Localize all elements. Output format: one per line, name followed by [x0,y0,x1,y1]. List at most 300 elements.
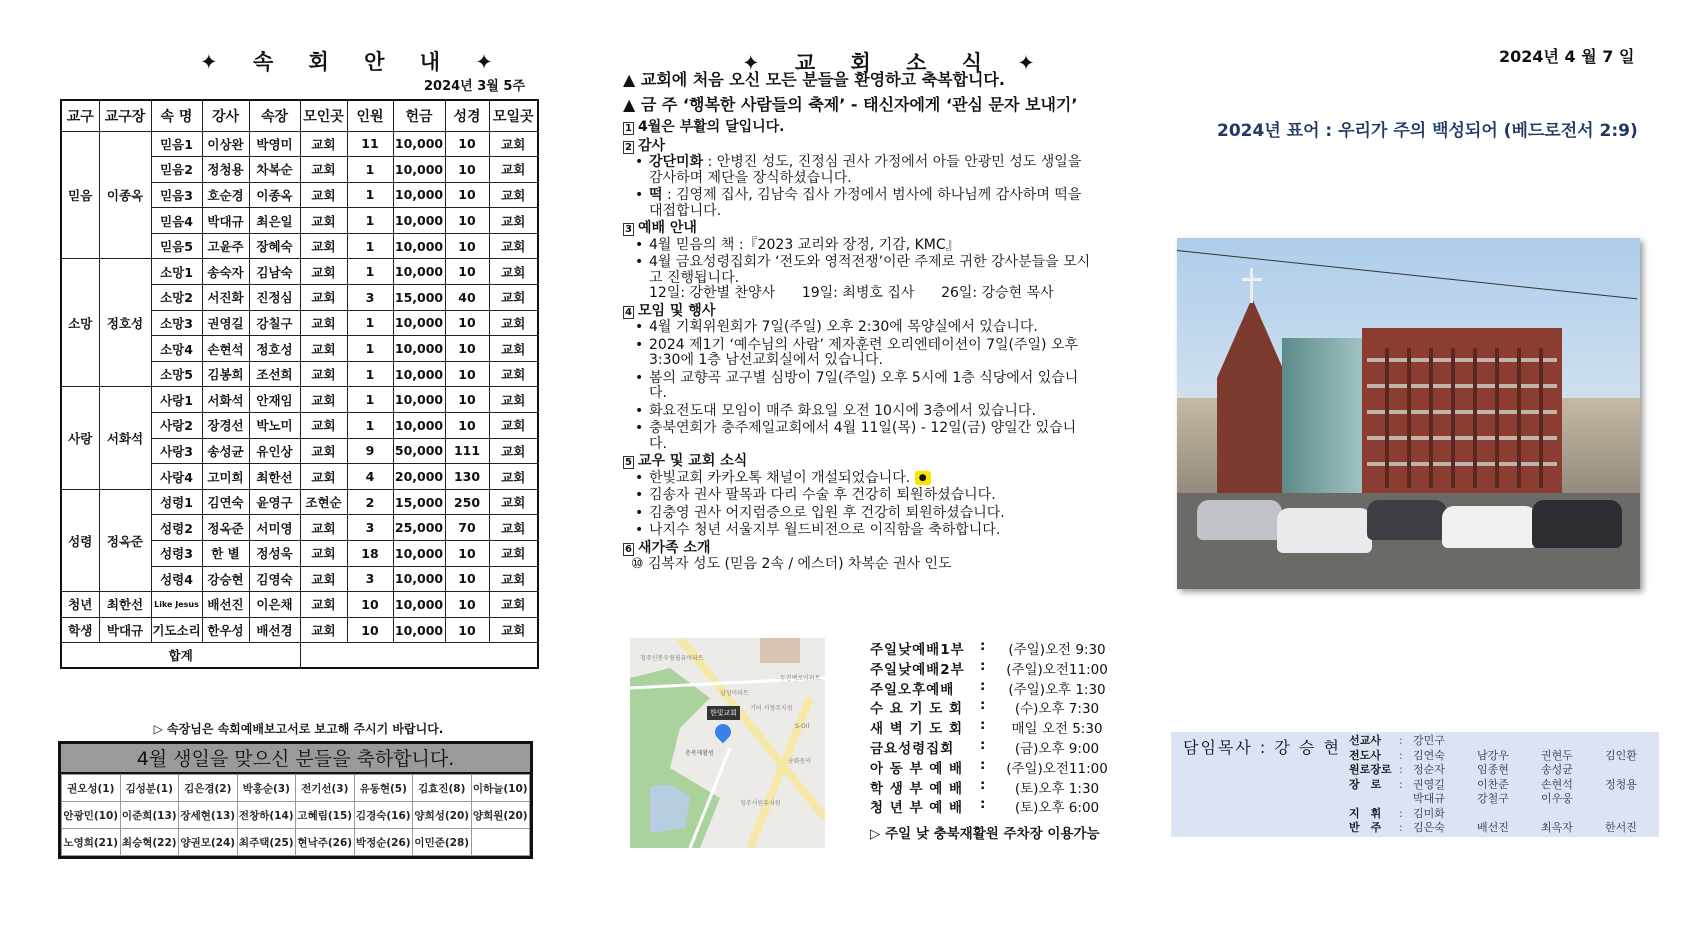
table-cell: 이상완 [202,131,249,157]
table-cell: 9 [347,438,393,464]
table-cell: 10 [445,566,489,592]
table-cell: 10 [445,157,489,183]
table-cell: 교회 [489,336,538,362]
separator: : [1399,777,1403,791]
separator [1399,792,1413,807]
staff-row [1349,807,1669,822]
table-cell: 교회 [489,566,538,592]
speaker: 26일: 강승현 목사 [941,285,1054,301]
schedule-row [870,717,1112,737]
staff-name: 송성균 [1541,763,1573,776]
separator: : [980,756,986,773]
staff-name: 김인환 [1605,748,1637,762]
table-cell: 10 [445,233,489,259]
table-cell: 교회 [489,208,538,234]
table-cell: 1 [347,259,393,285]
section-member-news: 5 교우 및 교회 소식 [625,453,748,469]
table-cell: 강칠구 [249,310,300,336]
table-cell: 사랑4 [151,464,202,490]
column-header: 강사 [202,100,249,131]
table-cell: 손현석 [202,336,249,362]
table-cell: 10,000 [393,208,445,234]
table-cell: 믿음1 [151,131,202,157]
table-cell: 교회 [300,157,347,183]
birthday-row [62,802,530,829]
table-cell: 진정심 [249,285,300,311]
separator: : [1399,734,1403,747]
section-title-cell-groups: ✦ 속 회 안 내 ✦ [200,50,507,74]
car [1197,500,1282,540]
table-cell: 1 [347,387,393,413]
table-cell: 10 [445,131,489,157]
service-time: (주일)오전11:00 [1006,661,1108,678]
birthday-name: 박홍순(3) [237,775,296,802]
church-news [623,70,1093,573]
district-name: 소망 [61,259,99,387]
table-cell: 3 [347,515,393,541]
separator: : [980,638,986,654]
table-cell: 소망4 [151,336,202,362]
worship-item: • 4월 믿음의 책 :『2023 교리와 장정, 기감, KMC』 [635,238,1093,254]
table-cell: 교회 [300,182,347,208]
table-cell: 교회 [300,464,347,490]
district-name: 학생 [61,617,99,643]
table-cell: 3 [347,566,393,592]
staff-role [1349,792,1399,807]
separator: : [1399,806,1403,820]
table-cell: 한우성 [202,617,249,643]
district-leader: 박대규 [99,617,151,643]
table-cell: 성령4 [151,566,202,592]
service-time: (주일)오전 9:30 [1008,642,1106,658]
column-header: 모일곳 [489,100,538,131]
power-line [1177,248,1637,299]
bulletin-date: 2024년 4 월 7 일 [1499,47,1635,66]
table-cell: 사랑1 [151,387,202,413]
table-cell: 교회 [489,617,538,643]
table-cell: 유인상 [249,438,300,464]
separator: : [1399,763,1403,776]
church-building-photo [1177,238,1640,589]
table-cell: 10 [445,310,489,336]
table-cell: 10 [445,617,489,643]
table-cell: 10 [347,617,393,643]
staff-name: 최옥자 [1541,821,1573,834]
table-cell: 10 [445,208,489,234]
birthday-name: 최주택(25) [237,829,296,856]
staff-role: 전도사 [1349,748,1381,762]
table-cell: 교회 [300,592,347,618]
table-cell: 교회 [300,259,347,285]
section-easter: 1 4월은 부활의 달입니다. [625,119,785,135]
table-cell: 교회 [489,438,538,464]
table-cell: 윤영구 [249,489,300,515]
table-cell: 교회 [300,285,347,311]
table-cell: 1 [347,336,393,362]
table-cell: 교회 [489,131,538,157]
table-cell: 믿음5 [151,233,202,259]
staff-name: 정순자 [1413,763,1445,776]
table-cell: 130 [445,464,489,490]
separator: : [1399,748,1403,762]
separator: : [1399,821,1403,834]
service-name: 주일낮예배1부 [870,642,965,658]
table-cell: 교회 [489,489,538,515]
table-cell: 교회 [300,361,347,387]
birthday-name: 유동현(5) [354,775,413,802]
staff-name: 정청용 [1605,777,1637,791]
table-cell: 정청용 [202,157,249,183]
staff-name: 김연숙 [1413,748,1445,762]
birthday-name: 김은경(2) [179,775,238,802]
worship-item: • 4월 금요성령집회가 ‘전도와 영적전쟁’이란 주제로 귀한 강사분들을 모시고 진행됩니다. 12일: 강한별 찬양사 19일: 최병호 집사 26일: 강승현 목사 [635,255,1093,302]
staff-name: 박대규 [1413,792,1445,805]
schedule-row [870,697,1112,717]
table-cell: 교회 [300,310,347,336]
speaker: 19일: 최병호 집사 [801,285,915,301]
table-cell: 1 [347,157,393,183]
table-row [61,387,538,413]
schedule-row [870,796,1112,816]
table-cell: 10 [445,361,489,387]
service-name: 주일낮예배2부 [870,661,965,678]
section-events: 4 모임 및 행사 [625,302,716,319]
service-name: 새 벽 기 도 회 [870,721,964,738]
member-news-item: • 나지수 청년 서울지부 월드비전으로 이직함을 축하합니다. [635,523,1093,539]
birthday-name: 이준희(13) [120,802,179,829]
event-item: • 충북연회가 충주제일교회에서 4월 11일(목) - 12일(금) 양일간 있습니다. [635,421,1093,452]
district-name: 청년 [61,592,99,618]
column-header: 교구 [61,100,99,131]
table-cell: 소망2 [151,285,202,311]
table-cell: 정호성 [249,336,300,362]
column-header: 성경 [445,100,489,131]
table-cell: 교회 [489,592,538,618]
total-row [61,643,538,669]
table-cell: 1 [347,182,393,208]
birthday-title: 4월 생일을 맞으신 분들을 축하합니다. [61,744,530,774]
birthday-name: 김성분(1) [120,775,179,802]
event-item: • 2024 제1기 ‘예수님의 사람’ 제자훈련 오리엔테이션이 7일(주일) 오후 3:30에 1층 남선교회실에서 있습니다. [635,338,1093,369]
separator: : [980,697,986,714]
staff-name: 이우웅 [1541,792,1573,805]
table-cell: 10 [445,387,489,413]
event-item: • 4월 기획위원회가 7일(주일) 오후 2:30에 목양실에서 있습니다. [635,320,1093,336]
birthday-name: 양희성(20) [413,802,472,829]
table-cell: 1 [347,413,393,439]
table-cell: 소망3 [151,310,202,336]
table-cell: 10,000 [393,387,445,413]
table-cell: 성령2 [151,515,202,541]
birthday-name: 박정순(26) [354,829,413,856]
table-cell: 성령1 [151,489,202,515]
service-name: 학 생 부 예 배 [870,780,964,797]
staff-role: 지 휘 [1349,806,1382,820]
birthday-name: 김경숙(16) [354,802,413,829]
birthday-name: 권오성(1) [62,775,121,802]
table-cell: 교회 [300,617,347,643]
table-cell: 11 [347,131,393,157]
staff-name: 이찬준 [1477,777,1509,791]
birthday-name: 이하늘(10) [471,775,530,802]
table-cell: 2 [347,489,393,515]
table-cell: 10,000 [393,617,445,643]
yearly-motto: 2024년 표어 : 우리가 주의 백성되어 (베드로전서 2:9) [1217,121,1638,141]
birthday-row [62,775,530,802]
table-cell: 이종옥 [249,182,300,208]
birthday-box [58,741,533,859]
staff-name: 강철구 [1477,792,1509,805]
service-time: (금)오후 9:00 [1014,740,1100,757]
table-cell: 15,000 [393,285,445,311]
table-cell: 111 [445,438,489,464]
table-cell: 서미영 [249,515,300,541]
service-name: 아 동 부 예 배 [870,760,964,777]
table-cell: 장혜숙 [249,233,300,259]
report-note: ▷ 속장님은 속회예배보고서로 보고해 주시기 바랍니다. [153,722,444,736]
table-cell: 안재임 [249,387,300,413]
table-cell: 사랑3 [151,438,202,464]
service-time: (수)오후 7:30 [1014,701,1100,718]
service-time: (주일)오전11:00 [1006,760,1108,777]
section-new-family: 6 새가족 소개 [625,539,711,556]
senior-pastor: 담임목사 : 강 승 현 [1183,738,1341,757]
service-time: (토)오후 1:30 [1014,780,1100,797]
car [1367,500,1447,540]
district-leader: 서화석 [99,387,151,489]
table-cell: 10,000 [393,157,445,183]
separator: : [980,796,986,813]
table-cell: 조선희 [249,361,300,387]
table-cell: 기도소리 [151,617,202,643]
birthday-name: 전기선(3) [296,775,355,802]
table-cell: 사랑2 [151,413,202,439]
table-cell: 교회 [300,208,347,234]
cell-report-date: 2024년 3월 5주 [424,79,525,94]
member-news-item: • 한빛교회 카카오톡 채널이 개설되었습니다. ● [635,471,1093,487]
table-cell: 1 [347,208,393,234]
staff-row [1349,821,1669,836]
birthday-name: 이민준(28) [413,829,472,856]
table-cell: 한 별 [202,541,249,567]
map-graphic [630,638,825,848]
table-row [61,617,538,643]
column-header: 헌금 [393,100,445,131]
table-cell: 김연숙 [202,489,249,515]
service-name: 주일오후예배 [870,681,955,698]
table-cell: 교회 [300,233,347,259]
car [1277,508,1372,553]
table-cell: 15,000 [393,489,445,515]
district-name: 사랑 [61,387,99,489]
car [1532,500,1622,548]
schedule-row [870,638,1112,658]
table-cell: 3 [347,285,393,311]
table-cell: 1 [347,361,393,387]
separator: : [980,717,986,734]
staff-name: 배선진 [1477,821,1509,834]
column-header: 모인곳 [300,100,347,131]
separator: : [980,657,986,674]
birthday-name: 고혜림(15) [296,802,355,829]
table-cell: 믿음3 [151,182,202,208]
staff-name: 임종현 [1477,763,1509,776]
table-cell: 송숙자 [202,259,249,285]
table-cell: 믿음2 [151,157,202,183]
table-cell: 10,000 [393,592,445,618]
table-cell: 소망5 [151,361,202,387]
table-cell: 김봉희 [202,361,249,387]
table-cell: 교회 [489,464,538,490]
table-cell: 10,000 [393,259,445,285]
table-cell: 교회 [489,541,538,567]
table-cell: 10,000 [393,566,445,592]
table-cell: 10,000 [393,182,445,208]
table-cell: 교회 [489,413,538,439]
table-cell: 권영길 [202,310,249,336]
schedule-row [870,777,1112,797]
map-pin-label: 한빛교회 [707,706,740,720]
birthday-name: 안광민(10) [62,802,121,829]
table-cell: 10,000 [393,233,445,259]
district-leader: 이종옥 [99,131,151,259]
staff-name: 김은숙 [1413,821,1445,834]
table-cell: 10,000 [393,336,445,362]
table-cell: 배선진 [202,592,249,618]
total-value [300,643,538,669]
table-cell: 교회 [300,541,347,567]
table-cell: 1 [347,233,393,259]
table-cell: 정옥준 [202,515,249,541]
cell-group-table [60,99,539,669]
table-cell: 10 [445,592,489,618]
table-cell: 교회 [489,182,538,208]
staff-name: 남강우 [1477,748,1509,762]
table-cell: 교회 [300,387,347,413]
table-cell: 정성욱 [249,541,300,567]
schedule-row [870,658,1112,678]
parking-note: ▷ 주일 낮 충북재활원 주차장 이용가능 [870,826,1100,842]
schedule-row [870,678,1112,698]
staff-directory [1171,732,1659,837]
table-cell: 송성균 [202,438,249,464]
table-cell: 박영미 [249,131,300,157]
table-cell: 50,000 [393,438,445,464]
table-cell: 교회 [300,515,347,541]
table-cell: 김영숙 [249,566,300,592]
staff-name: 강민구 [1413,734,1445,747]
table-cell: 70 [445,515,489,541]
section-thanks: 2 감사 [625,137,666,154]
column-header: 교구장 [99,100,151,131]
staff-name: 권영길 [1413,777,1445,791]
column-header: 인원 [347,100,393,131]
district-leader: 정호성 [99,259,151,387]
separator: : [980,776,986,793]
table-cell: 10,000 [393,310,445,336]
service-time: 매일 오전 5:30 [1011,721,1103,738]
table-cell: 교회 [300,413,347,439]
district-name: 믿음 [61,131,99,259]
table-cell: 성령3 [151,541,202,567]
service-name: 금요성령집회 [870,740,955,757]
table-row [61,489,538,515]
staff-name: 김미화 [1413,806,1445,820]
district-leader: 최한선 [99,592,151,618]
staff-name: 한서진 [1605,821,1637,834]
birthday-name: 김효진(8) [413,775,472,802]
member-news-item: • 김충영 권사 어지럼증으로 입원 후 건강히 퇴원하셨습니다. [635,506,1093,522]
schedule-row [870,757,1112,777]
table-cell: 교회 [300,336,347,362]
table-cell: 믿음4 [151,208,202,234]
table-cell: 10 [445,182,489,208]
staff-role: 장 로 [1349,777,1382,791]
table-cell: Like Jesus [151,592,202,618]
table-cell: 교회 [300,131,347,157]
table-cell: 교회 [300,566,347,592]
table-cell: 고미희 [202,464,249,490]
table-cell: 250 [445,489,489,515]
table-cell: 20,000 [393,464,445,490]
headline-festival: ▲ 금 주 ‘행복한 사람들의 축제’ - 태신자에게 ‘관심 문자 보내기’ [623,95,1078,114]
table-cell: 10 [445,259,489,285]
service-name: 수 요 기 도 회 [870,701,964,718]
table-cell: 25,000 [393,515,445,541]
headline-welcome: ▲ 교회에 처음 오신 모든 분들을 환영하고 축복합니다. [623,70,1005,89]
car [1442,506,1537,548]
table-cell: 10 [445,336,489,362]
table-cell: 18 [347,541,393,567]
table-cell: 강승현 [202,566,249,592]
table-cell: 소망1 [151,259,202,285]
table-row [61,259,538,285]
birthday-row [62,829,530,856]
table-cell: 박대규 [202,208,249,234]
staff-row [1349,763,1669,778]
table-cell: 고윤주 [202,233,249,259]
event-item: • 화요전도대 모임이 매주 화요일 오전 10시에 3층에서 있습니다. [635,404,1093,420]
member-news-item: • 김송자 권사 팔목과 다리 수술 후 건강히 퇴원하셨습니다. [635,488,1093,504]
table-cell: 서화석 [202,387,249,413]
table-cell: 4 [347,464,393,490]
district-name: 성령 [61,489,99,591]
table-cell: 서진화 [202,285,249,311]
birthday-name [471,829,530,856]
birthday-name: 양희원(20) [471,802,530,829]
table-cell: 40 [445,285,489,311]
table-cell: 교회 [489,285,538,311]
birthday-name: 장세현(13) [179,802,238,829]
glass-facade [1282,338,1362,498]
table-cell: 10,000 [393,413,445,439]
district-leader: 정옥준 [99,489,151,591]
staff-role: 선교사 [1349,734,1381,747]
staff-role: 원로장로 [1349,763,1392,776]
table-cell: 10,000 [393,361,445,387]
table-cell: 김남숙 [249,259,300,285]
table-cell: 교회 [489,259,538,285]
new-family-item: ⑩ 김복자 성도 (믿음 2속 / 에스더) 차복순 권사 인도 [631,556,952,572]
staff-name: 손현석 [1541,777,1573,791]
service-name: 청 년 부 예 배 [870,800,964,817]
table-cell: 조현순 [300,489,347,515]
table-cell: 10 [347,592,393,618]
event-item: • 봄의 교향곡 교구별 심방이 7일(주일) 오후 5시에 1층 식당에서 있습니다. [635,371,1093,402]
church-tower [1217,298,1287,498]
location-map[interactable]: 청주신봉우림필유아파트 삼성아파트 기어 서청주지점 두진백로아파트 S-Oil 충북재활원 송화동익 청주서원유치원 한빛교회 [630,638,825,848]
staff-role: 반 주 [1349,821,1382,834]
